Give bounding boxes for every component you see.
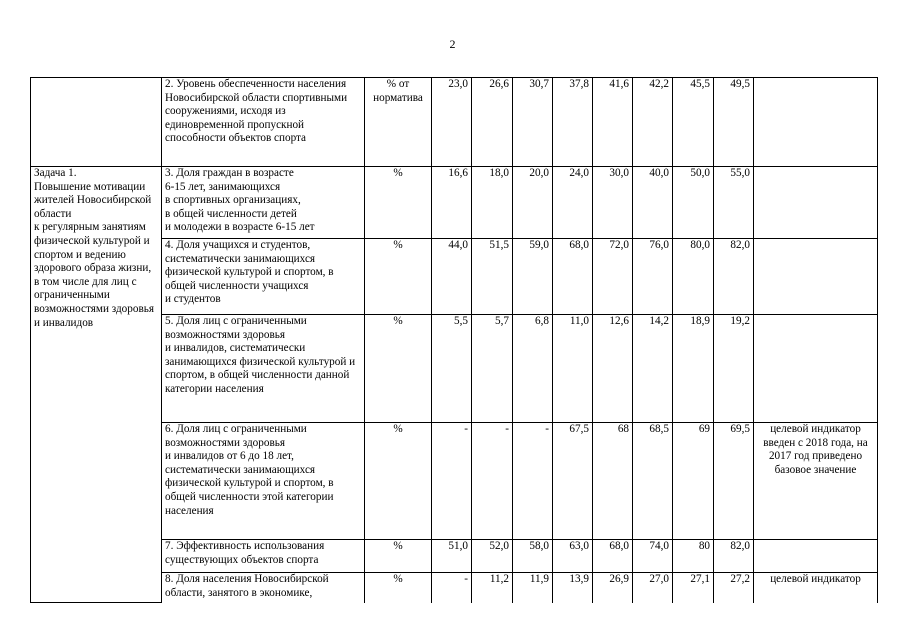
empty-task-cell [31,78,162,167]
value-cell: 82,0 [714,540,754,573]
value-cell: 13,9 [553,573,593,603]
unit-cell: % [365,540,432,573]
value-cell: 52,0 [472,540,513,573]
value-cell: 30,7 [513,78,553,167]
value-cell: 51,0 [432,540,472,573]
value-cell: 68 [593,423,633,540]
unit-cell: % [365,315,432,423]
unit-cell: % [365,239,432,315]
value-cell: 40,0 [633,167,673,239]
value-cell: 20,0 [513,167,553,239]
value-cell: 72,0 [593,239,633,315]
value-cell: 26,9 [593,573,633,603]
unit-cell: % [365,423,432,540]
value-cell: 19,2 [714,315,754,423]
value-cell: 5,5 [432,315,472,423]
value-cell: 76,0 [633,239,673,315]
task-cell: Задача 1. Повышение мотивации жителей Новосибирской области к регулярным занятиям физической культурой и спортом и ведению здорового образа жизни, в том числе для лиц с ограниченными возможностями здоровья и инвалидов [31,167,162,603]
table-row [31,167,878,239]
value-cell: 82,0 [714,239,754,315]
value-cell: - [432,423,472,540]
value-cell: 67,5 [553,423,593,540]
value-cell: 18,9 [673,315,714,423]
note-cell: целевой индикатор [754,573,878,603]
value-cell: 50,0 [673,167,714,239]
value-cell: 24,0 [553,167,593,239]
indicator-cell: 5. Доля лиц с ограниченными возможностями здоровья и инвалидов, систематически занимающихся физической культурой и спортом, в общей численности данной категории населения [162,315,365,423]
value-cell: 58,0 [513,540,553,573]
value-cell: 42,2 [633,78,673,167]
value-cell: 12,6 [593,315,633,423]
value-cell: 11,0 [553,315,593,423]
table-row [31,78,878,167]
value-cell: 45,5 [673,78,714,167]
table-body [31,78,878,603]
note-cell [754,78,878,167]
value-cell: 11,9 [513,573,553,603]
value-cell: 74,0 [633,540,673,573]
value-cell: - [472,423,513,540]
value-cell: - [432,573,472,603]
value-cell: 69 [673,423,714,540]
note-cell [754,540,878,573]
value-cell: 59,0 [513,239,553,315]
value-cell: 44,0 [432,239,472,315]
value-cell: 55,0 [714,167,754,239]
value-cell: 80 [673,540,714,573]
indicator-cell: 3. Доля граждан в возрасте 6-15 лет, занимающихся в спортивных организациях, в общей численности детей и молодежи в возрасте 6-15 лет [162,167,365,239]
value-cell: 6,8 [513,315,553,423]
value-cell: 27,1 [673,573,714,603]
indicator-cell: 4. Доля учащихся и студентов, систематически занимающихся физической культурой и спортом, в общей численности учащихся и студентов [162,239,365,315]
note-cell [754,315,878,423]
value-cell: 51,5 [472,239,513,315]
value-cell: 37,8 [553,78,593,167]
value-cell: 30,0 [593,167,633,239]
indicator-cell: 2. Уровень обеспеченности населения Новосибирской области спортивными сооружениями, исходя из единовременной пропускной способности объектов спорта [162,78,365,167]
value-cell: 63,0 [553,540,593,573]
note-cell [754,167,878,239]
value-cell: 11,2 [472,573,513,603]
value-cell: 68,0 [593,540,633,573]
indicator-cell: 7. Эффективность использования существующих объектов спорта [162,540,365,573]
value-cell: 68,5 [633,423,673,540]
value-cell: 27,0 [633,573,673,603]
indicator-cell: 6. Доля лиц с ограниченными возможностями здоровья и инвалидов от 6 до 18 лет, систематически занимающихся физической культурой и спортом, в общей численности этой категории населения [162,423,365,540]
value-cell: 26,6 [472,78,513,167]
indicator-cell: 8. Доля населения Новосибирской области, занятого в экономике, [162,573,365,603]
note-cell: целевой индикатор введен с 2018 года, на 2017 год приведено базовое значение [754,423,878,540]
page-number: 2 [449,37,456,51]
indicators-table [30,77,878,603]
unit-cell: % от норматива [365,78,432,167]
value-cell: 49,5 [714,78,754,167]
value-cell: 23,0 [432,78,472,167]
note-cell [754,239,878,315]
value-cell: 80,0 [673,239,714,315]
value-cell: 27,2 [714,573,754,603]
value-cell: - [513,423,553,540]
value-cell: 14,2 [633,315,673,423]
value-cell: 16,6 [432,167,472,239]
value-cell: 41,6 [593,78,633,167]
unit-cell: % [365,167,432,239]
value-cell: 68,0 [553,239,593,315]
value-cell: 5,7 [472,315,513,423]
unit-cell: % [365,573,432,603]
value-cell: 69,5 [714,423,754,540]
value-cell: 18,0 [472,167,513,239]
